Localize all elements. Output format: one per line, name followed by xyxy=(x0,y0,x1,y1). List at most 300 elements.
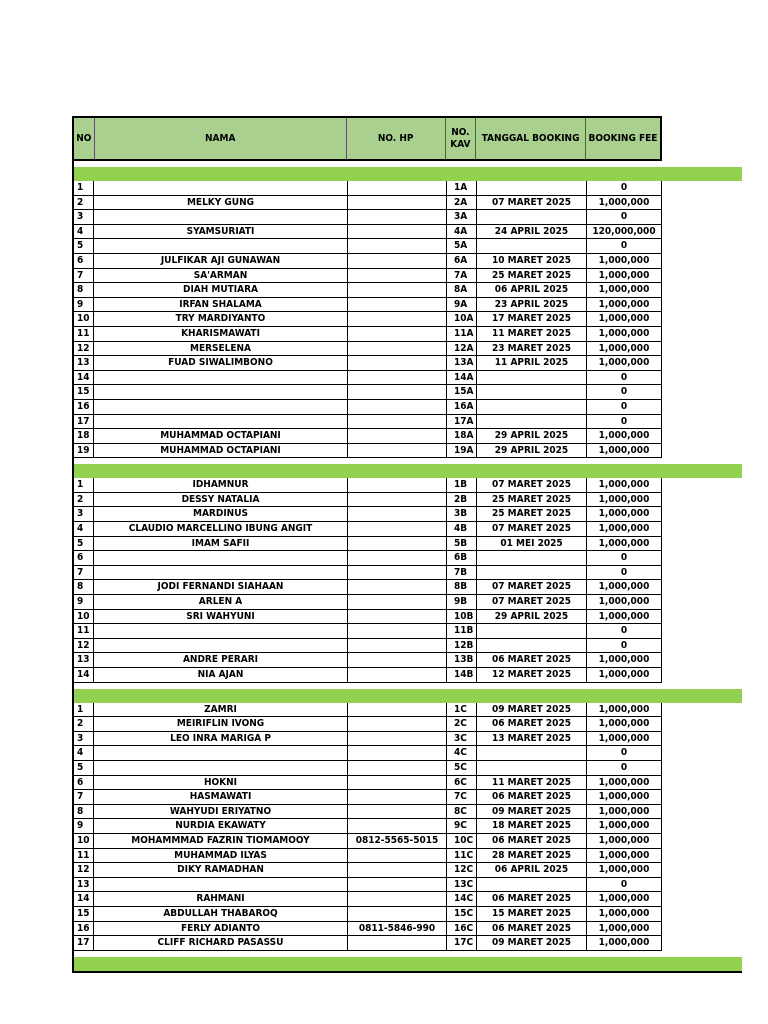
cell-fee: 0 xyxy=(587,385,662,399)
table-row xyxy=(72,776,662,791)
cell-tanggal: 29 APRIL 2025 xyxy=(477,429,587,443)
table-row xyxy=(72,327,662,342)
cell-tanggal: 06 MARET 2025 xyxy=(477,922,587,936)
section-band xyxy=(72,957,742,973)
cell-kav: 4B xyxy=(447,522,477,536)
cell-nama: HOKNI xyxy=(94,776,348,790)
cell-nama xyxy=(94,371,348,385)
cell-hp xyxy=(348,776,447,790)
cell-kav: 12B xyxy=(447,639,477,653)
cell-no: 4 xyxy=(74,522,94,536)
cell-kav: 18A xyxy=(447,429,477,443)
cell-fee: 1,000,000 xyxy=(587,522,662,536)
cell-nama xyxy=(94,878,348,892)
cell-hp xyxy=(348,624,447,638)
cell-fee: 1,000,000 xyxy=(587,668,662,682)
cell-fee: 1,000,000 xyxy=(587,327,662,341)
cell-no: 6 xyxy=(74,551,94,565)
table-row xyxy=(72,936,662,951)
cell-hp xyxy=(348,746,447,760)
cell-no: 14 xyxy=(74,371,94,385)
cell-nama xyxy=(94,239,348,253)
table-row xyxy=(72,639,662,654)
cell-fee: 0 xyxy=(587,566,662,580)
section-band xyxy=(72,689,742,703)
cell-fee: 0 xyxy=(587,624,662,638)
cell-kav: 8B xyxy=(447,580,477,594)
cell-tanggal: 13 MARET 2025 xyxy=(477,732,587,746)
cell-fee: 0 xyxy=(587,415,662,429)
cell-hp xyxy=(348,805,447,819)
cell-no: 8 xyxy=(74,805,94,819)
cell-fee: 1,000,000 xyxy=(587,478,662,492)
cell-kav: 11C xyxy=(447,849,477,863)
cell-tanggal: 15 MARET 2025 xyxy=(477,907,587,921)
header-tanggal: TANGGAL BOOKING xyxy=(476,118,586,159)
cell-no: 11 xyxy=(74,327,94,341)
cell-nama xyxy=(94,746,348,760)
cell-no: 18 xyxy=(74,429,94,443)
cell-hp xyxy=(348,819,447,833)
table-row xyxy=(72,805,662,820)
cell-nama: LEO INRA MARIGA P xyxy=(94,732,348,746)
cell-kav: 6A xyxy=(447,254,477,268)
cell-no: 16 xyxy=(74,400,94,414)
cell-nama: WAHYUDI ERIYATNO xyxy=(94,805,348,819)
cell-nama: SYAMSURIATI xyxy=(94,225,348,239)
cell-nama: IRFAN SHALAMA xyxy=(94,298,348,312)
cell-hp xyxy=(348,653,447,667)
table-row xyxy=(72,400,662,415)
cell-fee: 0 xyxy=(587,239,662,253)
cell-kav: 10A xyxy=(447,312,477,326)
table-row xyxy=(72,668,662,683)
table-row xyxy=(72,239,662,254)
cell-kav: 10B xyxy=(447,610,477,624)
cell-tanggal: 25 MARET 2025 xyxy=(477,493,587,507)
table-row xyxy=(72,356,662,371)
cell-kav: 14A xyxy=(447,371,477,385)
cell-no: 7 xyxy=(74,269,94,283)
table-row xyxy=(72,429,662,444)
cell-nama: ANDRE PERARI xyxy=(94,653,348,667)
cell-nama: NURDIA EKAWATY xyxy=(94,819,348,833)
cell-kav: 19A xyxy=(447,444,477,458)
cell-no: 5 xyxy=(74,537,94,551)
cell-kav: 3B xyxy=(447,507,477,521)
cell-fee: 1,000,000 xyxy=(587,429,662,443)
cell-hp xyxy=(348,639,447,653)
cell-tanggal: 07 MARET 2025 xyxy=(477,196,587,210)
cell-hp xyxy=(348,400,447,414)
cell-tanggal xyxy=(477,415,587,429)
cell-fee: 1,000,000 xyxy=(587,254,662,268)
cell-nama xyxy=(94,181,348,195)
table-row xyxy=(72,595,662,610)
header-nama: NAMA xyxy=(95,118,347,159)
cell-kav: 15A xyxy=(447,385,477,399)
table-row xyxy=(72,610,662,625)
cell-tanggal xyxy=(477,878,587,892)
table-row xyxy=(72,717,662,732)
cell-kav: 13A xyxy=(447,356,477,370)
cell-no: 14 xyxy=(74,668,94,682)
cell-no: 5 xyxy=(74,761,94,775)
cell-kav: 13C xyxy=(447,878,477,892)
booking-table xyxy=(72,116,662,973)
cell-fee: 1,000,000 xyxy=(587,196,662,210)
cell-tanggal: 09 MARET 2025 xyxy=(477,703,587,717)
cell-tanggal: 25 MARET 2025 xyxy=(477,507,587,521)
cell-tanggal: 18 MARET 2025 xyxy=(477,819,587,833)
cell-nama: IDHAMNUR xyxy=(94,478,348,492)
cell-kav: 11B xyxy=(447,624,477,638)
table-row xyxy=(72,478,662,493)
cell-kav: 16C xyxy=(447,922,477,936)
table-row xyxy=(72,761,662,776)
cell-no: 8 xyxy=(74,580,94,594)
cell-no: 12 xyxy=(74,639,94,653)
table-row xyxy=(72,522,662,537)
cell-tanggal xyxy=(477,624,587,638)
cell-hp: 0812-5565-5015 xyxy=(348,834,447,848)
cell-kav: 4A xyxy=(447,225,477,239)
cell-no: 3 xyxy=(74,210,94,224)
cell-fee: 1,000,000 xyxy=(587,776,662,790)
cell-kav: 13B xyxy=(447,653,477,667)
cell-hp xyxy=(348,761,447,775)
table-row xyxy=(72,225,662,240)
cell-kav: 17C xyxy=(447,936,477,950)
table-row xyxy=(72,566,662,581)
cell-kav: 1C xyxy=(447,703,477,717)
header-kav: NO. KAV xyxy=(446,118,477,159)
cell-kav: 6B xyxy=(447,551,477,565)
cell-fee: 0 xyxy=(587,400,662,414)
cell-nama xyxy=(94,210,348,224)
cell-nama: KHARISMAWATI xyxy=(94,327,348,341)
cell-fee: 120,000,000 xyxy=(587,225,662,239)
header-hp: NO. HP xyxy=(347,118,446,159)
table-row xyxy=(72,210,662,225)
cell-tanggal: 11 APRIL 2025 xyxy=(477,356,587,370)
cell-nama: SRI WAHYUNI xyxy=(94,610,348,624)
cell-hp xyxy=(348,551,447,565)
table-row xyxy=(72,283,662,298)
table-row xyxy=(72,624,662,639)
table-row xyxy=(72,922,662,937)
cell-tanggal: 24 APRIL 2025 xyxy=(477,225,587,239)
cell-fee: 1,000,000 xyxy=(587,936,662,950)
cell-hp xyxy=(348,580,447,594)
table-row xyxy=(72,863,662,878)
cell-kav: 5B xyxy=(447,537,477,551)
cell-kav: 12C xyxy=(447,863,477,877)
cell-no: 9 xyxy=(74,298,94,312)
cell-kav: 15C xyxy=(447,907,477,921)
cell-tanggal: 07 MARET 2025 xyxy=(477,595,587,609)
cell-nama xyxy=(94,415,348,429)
cell-hp xyxy=(348,239,447,253)
cell-fee: 1,000,000 xyxy=(587,892,662,906)
cell-hp xyxy=(348,566,447,580)
cell-kav: 1B xyxy=(447,478,477,492)
cell-hp xyxy=(348,790,447,804)
table-header xyxy=(72,116,662,161)
cell-nama: DIKY RAMADHAN xyxy=(94,863,348,877)
table-row xyxy=(72,298,662,313)
cell-hp xyxy=(348,668,447,682)
table-row xyxy=(72,580,662,595)
cell-kav: 7A xyxy=(447,269,477,283)
cell-no: 10 xyxy=(74,312,94,326)
table-row xyxy=(72,703,662,718)
cell-kav: 3C xyxy=(447,732,477,746)
cell-nama: MUHAMMAD ILYAS xyxy=(94,849,348,863)
cell-tanggal: 06 APRIL 2025 xyxy=(477,283,587,297)
cell-no: 10 xyxy=(74,834,94,848)
cell-no: 1 xyxy=(74,181,94,195)
cell-tanggal xyxy=(477,181,587,195)
cell-tanggal xyxy=(477,551,587,565)
cell-no: 1 xyxy=(74,703,94,717)
table-row xyxy=(72,551,662,566)
header-no: NO xyxy=(74,118,95,159)
cell-hp xyxy=(348,312,447,326)
cell-nama: CLIFF RICHARD PASASSU xyxy=(94,936,348,950)
cell-no: 14 xyxy=(74,892,94,906)
cell-fee: 1,000,000 xyxy=(587,595,662,609)
table-row xyxy=(72,732,662,747)
cell-no: 11 xyxy=(74,849,94,863)
cell-nama: MARDINUS xyxy=(94,507,348,521)
cell-nama: MERSELENA xyxy=(94,342,348,356)
cell-kav: 3A xyxy=(447,210,477,224)
cell-fee: 1,000,000 xyxy=(587,342,662,356)
cell-hp xyxy=(348,732,447,746)
table-row xyxy=(72,444,662,459)
cell-tanggal: 10 MARET 2025 xyxy=(477,254,587,268)
cell-kav: 7B xyxy=(447,566,477,580)
cell-no: 17 xyxy=(74,936,94,950)
cell-tanggal xyxy=(477,239,587,253)
cell-fee: 1,000,000 xyxy=(587,922,662,936)
cell-nama xyxy=(94,761,348,775)
cell-tanggal: 06 APRIL 2025 xyxy=(477,863,587,877)
cell-fee: 1,000,000 xyxy=(587,493,662,507)
cell-no: 1 xyxy=(74,478,94,492)
cell-fee: 0 xyxy=(587,181,662,195)
table-row xyxy=(72,196,662,211)
cell-fee: 1,000,000 xyxy=(587,507,662,521)
cell-fee: 1,000,000 xyxy=(587,356,662,370)
cell-nama xyxy=(94,400,348,414)
cell-tanggal xyxy=(477,400,587,414)
cell-hp xyxy=(348,493,447,507)
cell-nama xyxy=(94,639,348,653)
cell-no: 7 xyxy=(74,566,94,580)
cell-no: 12 xyxy=(74,863,94,877)
cell-nama: IMAM SAFII xyxy=(94,537,348,551)
cell-no: 19 xyxy=(74,444,94,458)
table-row xyxy=(72,878,662,893)
cell-hp xyxy=(348,892,447,906)
cell-hp xyxy=(348,269,447,283)
cell-no: 10 xyxy=(74,610,94,624)
section-band xyxy=(72,464,742,478)
cell-fee: 1,000,000 xyxy=(587,444,662,458)
cell-hp xyxy=(348,595,447,609)
cell-tanggal: 09 MARET 2025 xyxy=(477,936,587,950)
cell-hp xyxy=(348,371,447,385)
cell-nama: FERLY ADIANTO xyxy=(94,922,348,936)
cell-fee: 1,000,000 xyxy=(587,819,662,833)
cell-tanggal: 28 MARET 2025 xyxy=(477,849,587,863)
table-row xyxy=(72,507,662,522)
cell-nama: SA'ARMAN xyxy=(94,269,348,283)
cell-hp xyxy=(348,196,447,210)
cell-hp xyxy=(348,385,447,399)
cell-kav: 6C xyxy=(447,776,477,790)
cell-kav: 11A xyxy=(447,327,477,341)
cell-hp xyxy=(348,717,447,731)
cell-tanggal xyxy=(477,746,587,760)
cell-nama: DIAH MUTIARA xyxy=(94,283,348,297)
cell-tanggal xyxy=(477,761,587,775)
cell-tanggal: 17 MARET 2025 xyxy=(477,312,587,326)
cell-fee: 0 xyxy=(587,551,662,565)
cell-no: 2 xyxy=(74,493,94,507)
cell-kav: 2A xyxy=(447,196,477,210)
cell-nama: TRY MARDIYANTO xyxy=(94,312,348,326)
section-band xyxy=(72,167,742,181)
cell-fee: 1,000,000 xyxy=(587,283,662,297)
cell-kav: 9B xyxy=(447,595,477,609)
cell-hp xyxy=(348,298,447,312)
cell-tanggal: 11 MARET 2025 xyxy=(477,327,587,341)
cell-hp: 0811-5846-990 xyxy=(348,922,447,936)
cell-no: 6 xyxy=(74,254,94,268)
cell-fee: 1,000,000 xyxy=(587,805,662,819)
cell-tanggal: 29 APRIL 2025 xyxy=(477,444,587,458)
cell-hp xyxy=(348,703,447,717)
table-row xyxy=(72,790,662,805)
cell-hp xyxy=(348,342,447,356)
cell-fee: 1,000,000 xyxy=(587,610,662,624)
table-row xyxy=(72,269,662,284)
cell-kav: 14B xyxy=(447,668,477,682)
cell-hp xyxy=(348,415,447,429)
cell-kav: 1A xyxy=(447,181,477,195)
cell-nama: RAHMANI xyxy=(94,892,348,906)
cell-fee: 1,000,000 xyxy=(587,312,662,326)
cell-kav: 5A xyxy=(447,239,477,253)
table-row xyxy=(72,537,662,552)
cell-nama: MUHAMMAD OCTAPIANI xyxy=(94,444,348,458)
cell-tanggal xyxy=(477,639,587,653)
cell-fee: 1,000,000 xyxy=(587,863,662,877)
cell-hp xyxy=(348,878,447,892)
cell-kav: 12A xyxy=(447,342,477,356)
table-row xyxy=(72,342,662,357)
cell-tanggal: 23 MARET 2025 xyxy=(477,342,587,356)
cell-fee: 0 xyxy=(587,746,662,760)
cell-tanggal: 29 APRIL 2025 xyxy=(477,610,587,624)
cell-no: 4 xyxy=(74,225,94,239)
cell-kav: 16A xyxy=(447,400,477,414)
cell-no: 9 xyxy=(74,819,94,833)
cell-hp xyxy=(348,283,447,297)
cell-hp xyxy=(348,537,447,551)
cell-hp xyxy=(348,210,447,224)
cell-hp xyxy=(348,327,447,341)
cell-kav: 2B xyxy=(447,493,477,507)
cell-hp xyxy=(348,907,447,921)
cell-hp xyxy=(348,936,447,950)
cell-nama xyxy=(94,566,348,580)
cell-fee: 1,000,000 xyxy=(587,849,662,863)
cell-no: 13 xyxy=(74,356,94,370)
cell-no: 9 xyxy=(74,595,94,609)
header-fee: BOOKING FEE xyxy=(588,132,658,144)
cell-no: 3 xyxy=(74,507,94,521)
cell-fee: 0 xyxy=(587,639,662,653)
cell-kav: 4C xyxy=(447,746,477,760)
cell-no: 6 xyxy=(74,776,94,790)
cell-nama xyxy=(94,624,348,638)
cell-tanggal xyxy=(477,566,587,580)
cell-fee: 1,000,000 xyxy=(587,269,662,283)
cell-tanggal: 06 MARET 2025 xyxy=(477,834,587,848)
cell-hp xyxy=(348,478,447,492)
cell-hp xyxy=(348,429,447,443)
cell-nama xyxy=(94,551,348,565)
cell-no: 16 xyxy=(74,922,94,936)
cell-nama xyxy=(94,385,348,399)
cell-hp xyxy=(348,522,447,536)
cell-fee: 1,000,000 xyxy=(587,298,662,312)
cell-kav: 8C xyxy=(447,805,477,819)
cell-tanggal: 06 MARET 2025 xyxy=(477,892,587,906)
cell-tanggal: 07 MARET 2025 xyxy=(477,522,587,536)
table-row xyxy=(72,181,662,196)
cell-no: 3 xyxy=(74,732,94,746)
cell-kav: 7C xyxy=(447,790,477,804)
cell-no: 15 xyxy=(74,385,94,399)
cell-fee: 1,000,000 xyxy=(587,703,662,717)
cell-nama: JULFIKAR AJI GUNAWAN xyxy=(94,254,348,268)
cell-no: 13 xyxy=(74,653,94,667)
cell-no: 4 xyxy=(74,746,94,760)
table-row xyxy=(72,907,662,922)
cell-kav: 9C xyxy=(447,819,477,833)
table-row xyxy=(72,254,662,269)
cell-fee: 0 xyxy=(587,761,662,775)
cell-no: 17 xyxy=(74,415,94,429)
cell-no: 7 xyxy=(74,790,94,804)
cell-hp xyxy=(348,863,447,877)
cell-hp xyxy=(348,610,447,624)
cell-hp xyxy=(348,181,447,195)
cell-tanggal: 06 MARET 2025 xyxy=(477,717,587,731)
cell-fee: 1,000,000 xyxy=(587,537,662,551)
cell-fee: 1,000,000 xyxy=(587,834,662,848)
table-row xyxy=(72,834,662,849)
cell-fee: 1,000,000 xyxy=(587,907,662,921)
cell-kav: 5C xyxy=(447,761,477,775)
cell-hp xyxy=(348,254,447,268)
cell-kav: 10C xyxy=(447,834,477,848)
